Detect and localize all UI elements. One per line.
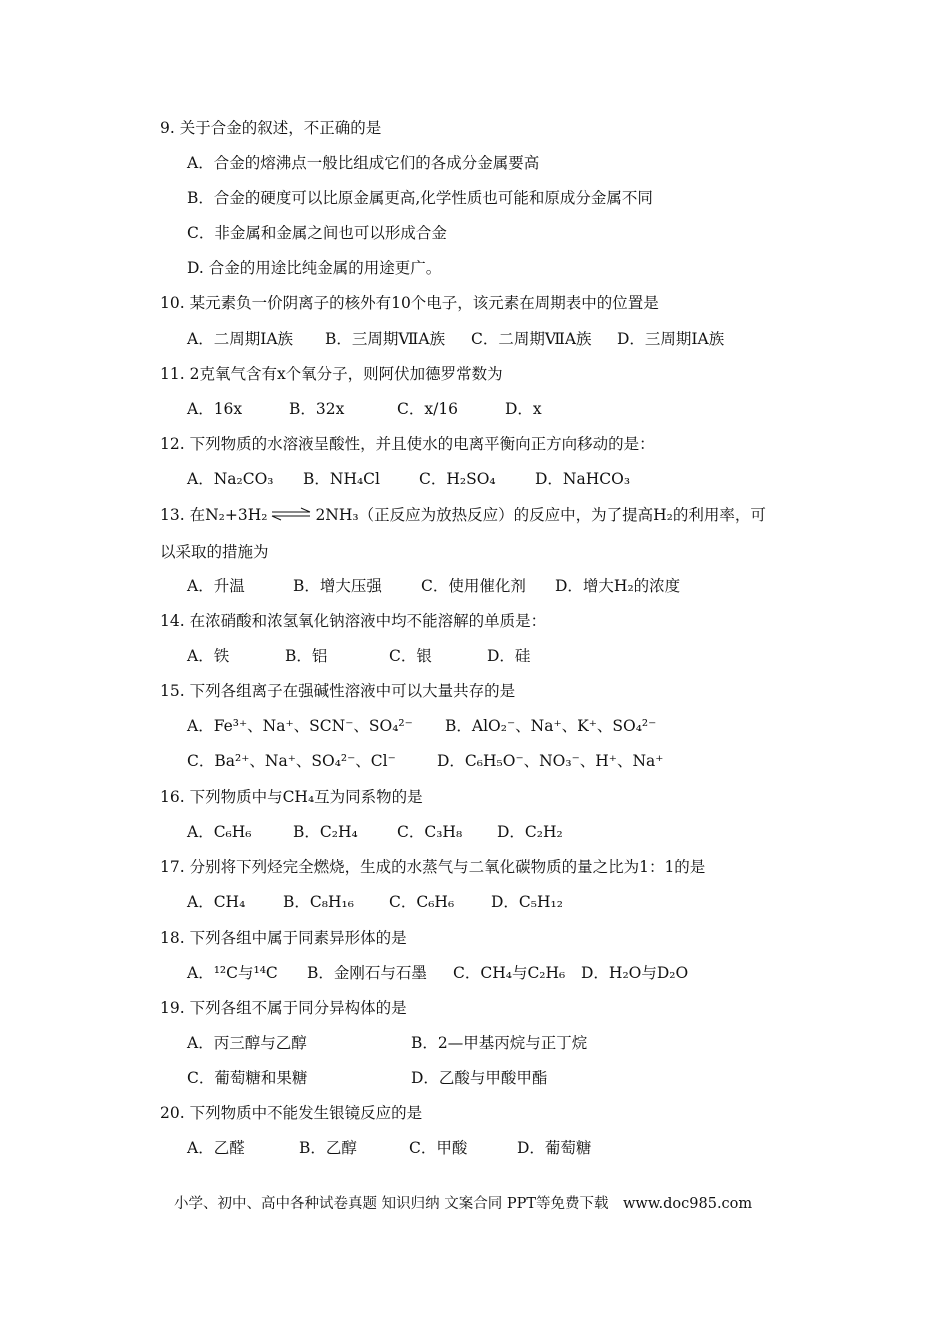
q19-option-d: D．乙酸与甲酸甲酯 (411, 1069, 548, 1087)
q15-option-d: D．C₆H₅O⁻、NO₃⁻、H⁺、Na⁺ (437, 752, 664, 770)
q9-option-b: B．合金的硬度可以比原金属更高,化学性质也可能和原成分金属不同 (187, 189, 653, 207)
q11-option-b: B．32x (289, 400, 345, 418)
q12-option-d: D．NaHCO₃ (535, 470, 631, 488)
page-footer: 小学、初中、高中各种试卷真题 知识归纳 文案合同 PPT等免费下载 www.doc985.com (174, 1196, 753, 1212)
q10-option-c: C．二周期ⅦA族 (471, 330, 592, 348)
q16-option-c: C．C₃H₈ (397, 823, 463, 841)
q20-option-b: B．乙醇 (299, 1139, 357, 1157)
q16-option-b: B．C₂H₄ (293, 823, 358, 841)
q18-option-c: C．CH₄与C₂H₆ (453, 964, 566, 982)
q20-stem: 20. 下列物质中不能发生银镜反应的是 (160, 1104, 423, 1122)
q15-option-a: A．Fe³⁺、Na⁺、SCN⁻、SO₄²⁻ (187, 717, 413, 735)
q15-option-c: C．Ba²⁺、Na⁺、SO₄²⁻、Cl⁻ (187, 752, 396, 770)
q14-option-d: D．硅 (487, 647, 531, 665)
equilibrium-arrow-icon (271, 507, 311, 521)
q13-stem-before: 13. 在N₂+3H₂ (160, 506, 268, 524)
q17-option-c: C．C₆H₆ (389, 893, 455, 911)
q19-option-a: A．丙三醇与乙醇 (187, 1034, 307, 1052)
q11-stem: 11. 2克氧气含有x个氧分子，则阿伏加德罗常数为 (160, 365, 503, 383)
q10-option-d: D．三周期IA族 (617, 330, 725, 348)
q17-option-b: B．C₈H₁₆ (283, 893, 354, 911)
q18-option-b: B．金刚石与石墨 (307, 964, 427, 982)
q13-option-a: A．升温 (187, 577, 245, 595)
q13-stem-after: 2NH₃（正反应为放热反应）的反应中，为了提高H₂的利用率，可 (315, 506, 766, 524)
q14-option-a: A．铁 (187, 647, 230, 665)
q19-option-b: B．2—甲基丙烷与正丁烷 (411, 1034, 588, 1052)
q9-option-a: A．合金的熔沸点一般比组成它们的各成分金属要高 (187, 154, 540, 172)
q20-option-d: D．葡萄糖 (517, 1139, 592, 1157)
q13-option-d: D．增大H₂的浓度 (555, 577, 681, 595)
q9-option-d: D. 合金的用途比纯金属的用途更广。 (187, 259, 442, 277)
q9-option-c: C．非金属和金属之间也可以形成合金 (187, 224, 447, 242)
q15-option-b: B．AlO₂⁻、Na⁺、K⁺、SO₄²⁻ (445, 717, 657, 735)
q18-stem: 18. 下列各组中属于同素异形体的是 (160, 929, 407, 947)
q13-option-c: C．使用催化剂 (421, 577, 526, 595)
q14-stem: 14. 在浓硝酸和浓氢氧化钠溶液中均不能溶解的单质是： (160, 612, 547, 630)
q17-option-d: D．C₅H₁₂ (491, 893, 563, 911)
q12-option-c: C．H₂SO₄ (419, 470, 496, 488)
q18-option-a: A．¹²C与¹⁴C (187, 964, 278, 982)
q16-option-d: D．C₂H₂ (497, 823, 563, 841)
q19-option-c: C．葡萄糖和果糖 (187, 1069, 308, 1087)
q13-option-b: B．增大压强 (293, 577, 382, 595)
q11-option-d: D．x (505, 400, 542, 418)
q9-stem: 9. 关于合金的叙述，不正确的是 (160, 119, 382, 137)
q11-option-c: C．x/16 (397, 400, 459, 418)
q10-stem: 10. 某元素负一价阴离子的核外有10个电子，该元素在周期表中的位置是 (160, 294, 659, 312)
q16-stem: 16. 下列物质中与CH₄互为同系物的是 (160, 788, 423, 806)
q16-option-a: A．C₆H₆ (187, 823, 252, 841)
q20-option-a: A．乙醛 (187, 1139, 245, 1157)
q17-option-a: A．CH₄ (187, 893, 246, 911)
q13-stem-continued: 以采取的措施为 (160, 543, 269, 561)
q17-stem: 17. 分别将下列烃完全燃烧，生成的水蒸气与二氧化碳物质的量之比为1：1的是 (160, 858, 706, 876)
q14-option-c: C．银 (389, 647, 432, 665)
q11-option-a: A．16x (187, 400, 243, 418)
q13-stem (160, 505, 766, 525)
q12-option-a: A．Na₂CO₃ (187, 470, 274, 488)
q10-option-a: A．二周期IA族 (187, 330, 294, 348)
q12-option-b: B．NH₄Cl (303, 470, 381, 488)
q14-option-b: B．铝 (285, 647, 328, 665)
q15-stem: 15. 下列各组离子在强碱性溶液中可以大量共存的是 (160, 682, 516, 700)
q18-option-d: D．H₂O与D₂O (581, 964, 689, 982)
q10-option-b: B．三周期ⅦA族 (325, 330, 446, 348)
q12-stem: 12. 下列物质的水溶液呈酸性，并且使水的电离平衡向正方向移动的是： (160, 435, 655, 453)
q20-option-c: C．甲酸 (409, 1139, 468, 1157)
q19-stem: 19. 下列各组不属于同分异构体的是 (160, 999, 407, 1017)
